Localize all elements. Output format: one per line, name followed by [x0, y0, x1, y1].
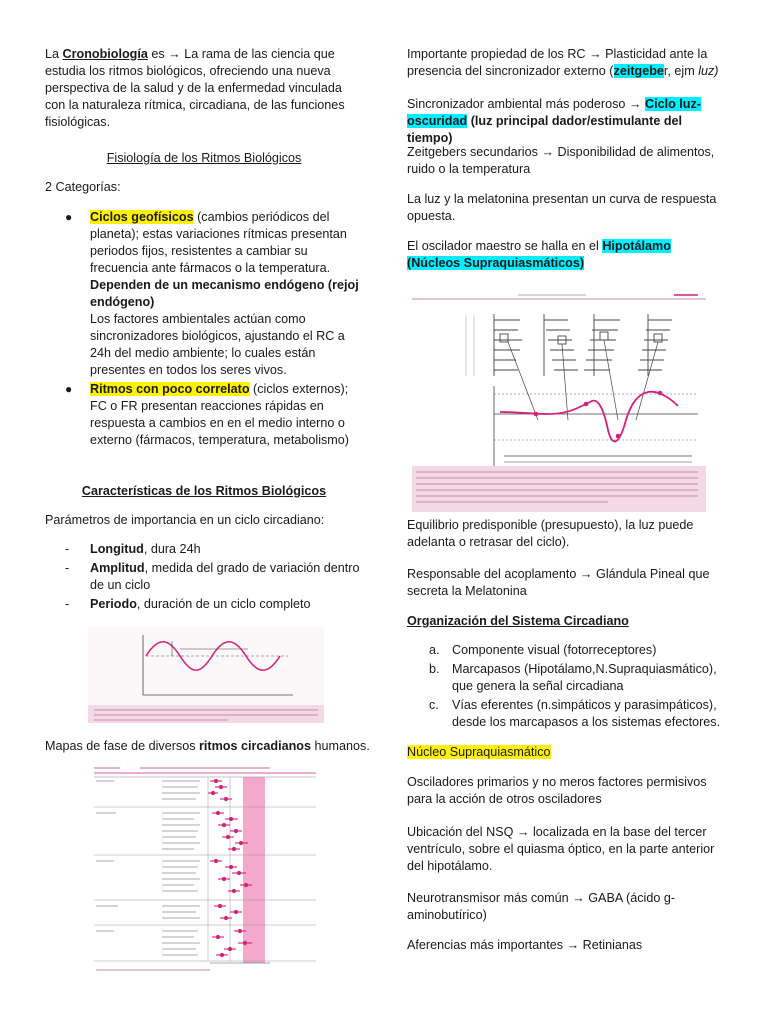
organizacion-list [407, 642, 727, 733]
sincronizador-paragraph [407, 96, 727, 147]
maps-prefix: Mapas de fase de diversos [45, 739, 196, 753]
param-term: Longitud [90, 542, 144, 556]
categories-label: 2 Categorías: [45, 180, 121, 194]
p5-text: El oscilador maestro se halla en el [407, 239, 599, 253]
p1-italic: luz) [698, 64, 719, 78]
category-item-geofisicos [45, 209, 363, 379]
luz-melatonina: La luz y la melatonina presentan un curva de respuesta opuesta. [407, 192, 717, 223]
oscilador-maestro [407, 238, 727, 272]
maps-bold: ritmos circadianos [199, 739, 312, 753]
param-desc: , dura 24h [143, 542, 201, 556]
acoplamento-paragraph: Responsable del acoplamento → Glándula Pineal que secreta la Melatonina [407, 567, 710, 598]
ubicacion-nsq: Ubicación del NSQ → localizada en la base del tercer ventrículo, sobre el quiasma óptico, en la parte anterior del hipotálamo. [407, 825, 715, 873]
dash-marker: - [65, 542, 70, 556]
heading-nsq [407, 744, 727, 761]
bullet-icon: ● [65, 382, 73, 396]
cat2-desc: (ciclos externos); FC o FR presentan reacciones rápidas en respuesta a cambios en en el medio interno o externo (fármacos, temperatura, metabolismo) [90, 382, 349, 447]
neurotransmisor: Neurotransmisor más común → GABA (ácido g-aminobutírico) [407, 891, 676, 922]
figure-phase-maps [90, 763, 316, 977]
osciladores-primarios: Osciladores primarios y no meros factores permisivos para la acción de otros osciladores [407, 775, 707, 806]
cat1-desc: (cambios periódicos del planeta); estas variaciones rítmicas presentan periodos fijos, resistentes a cambiar su frecuencia ante fármacos o la temperatura. [90, 210, 347, 275]
org-item-a [407, 642, 727, 659]
heading-organizacion-text: Organización del Sistema Circadiano [407, 614, 629, 628]
figure-phase-response [408, 290, 706, 512]
p1-text: Importante propiedad de los RC → Plasticidad ante la presencia del sincronizador externo ( [407, 47, 708, 78]
heading-fisiologia [45, 150, 363, 167]
param-desc: , duración de un ciclo completo [136, 597, 311, 611]
category-item-poco-correlato [45, 381, 363, 449]
heading-caracteristicas-text: Características de los Ritmos Biológicos [81, 484, 327, 498]
zeitgebers-secundarios: Zeitgebers secundarios → Disponibilidad de alimentos, ruido o la temperatura [407, 145, 715, 176]
org-label: b. [429, 662, 440, 676]
bullet-icon: ● [65, 210, 73, 224]
aferencias: Aferencias más importantes → Retinianas [407, 938, 643, 952]
params-list [45, 541, 363, 615]
intro-prefix: La [45, 47, 60, 61]
p1-tail: r, ejm [663, 64, 695, 78]
cat1-term: Ciclos geofísicos [90, 210, 194, 224]
param-item-periodo [45, 596, 363, 613]
dash-marker: - [65, 597, 70, 611]
phase-maps-svg [90, 763, 316, 977]
param-item-longitud [45, 541, 363, 558]
maps-paragraph [45, 738, 375, 755]
p1-highlight: zeitgebe [613, 64, 664, 78]
circadian-wave-svg [88, 627, 324, 723]
org-item-b [407, 661, 727, 695]
p2-highlight: Ciclo luz-oscuridad [407, 97, 701, 128]
param-term: Amplitud [90, 561, 145, 575]
org-label: a. [429, 643, 440, 657]
org-label: c. [429, 698, 439, 712]
phase-response-svg [408, 290, 706, 512]
p2-bold: (luz principal dador/estimulante del tiempo) [407, 114, 683, 145]
cat1-bold: Dependen de un mecanismo endógeno (rejoj endógeno) [90, 278, 359, 309]
figure-circadian-wave [88, 627, 324, 723]
p5-highlight: Hipotálamo (Núcleos Supraquiasmáticos) [407, 239, 671, 270]
param-desc: , medida del grado de variación dentro de un ciclo [90, 561, 360, 592]
maps-suffix: humanos. [314, 739, 370, 753]
dash-marker: - [65, 561, 70, 575]
heading-fisiologia-text: Fisiología de los Ritmos Biológicos [106, 151, 302, 165]
intro-term: Cronobiología [62, 47, 148, 61]
cat1-tail: Los factores ambientales actúan como sincronizadores biológicos, ajustando el RC a 24h del medio ambiente; lo cuales están presentes en todos los seres vivos. [90, 312, 345, 377]
heading-caracteristicas [45, 483, 363, 500]
param-term: Periodo [90, 597, 137, 611]
category-list [45, 209, 363, 451]
heading-organizacion [407, 613, 727, 630]
cat2-term: Ritmos con poco correlato [90, 382, 250, 396]
intro-rest: es → La rama de las ciencia que estudia los ritmos biológicos, ofreciendo una nueva perspectiva de la salud y de la enfermedad vinculada con la naturaleza rítmica, circadiana, de las funciones fisiológicas. [45, 47, 345, 129]
param-item-amplitud [45, 560, 363, 594]
intro-paragraph [45, 46, 363, 131]
org-text: Marcapasos (Hipotálamo,N.Supraquiasmático), que genera la señal circadiana [452, 662, 717, 693]
org-text: Vías eferentes (n.simpáticos y parasimpáticos), desde los marcapasos a los sistemas efectores. [452, 698, 721, 729]
params-label: Parámetros de importancia en un ciclo circadiano: [45, 513, 325, 527]
p2-text: Sincronizador ambiental más poderoso → [407, 97, 642, 111]
heading-nsq-text: Núcleo Supraquiasmático [407, 745, 551, 759]
plasticidad-paragraph [407, 46, 727, 80]
org-text: Componente visual (fotorreceptores) [452, 643, 657, 657]
equilibrio-paragraph: Equilibrio predisponible (presupuesto), la luz puede adelanta o retrasar del ciclo). [407, 518, 694, 549]
org-item-c [407, 697, 727, 731]
